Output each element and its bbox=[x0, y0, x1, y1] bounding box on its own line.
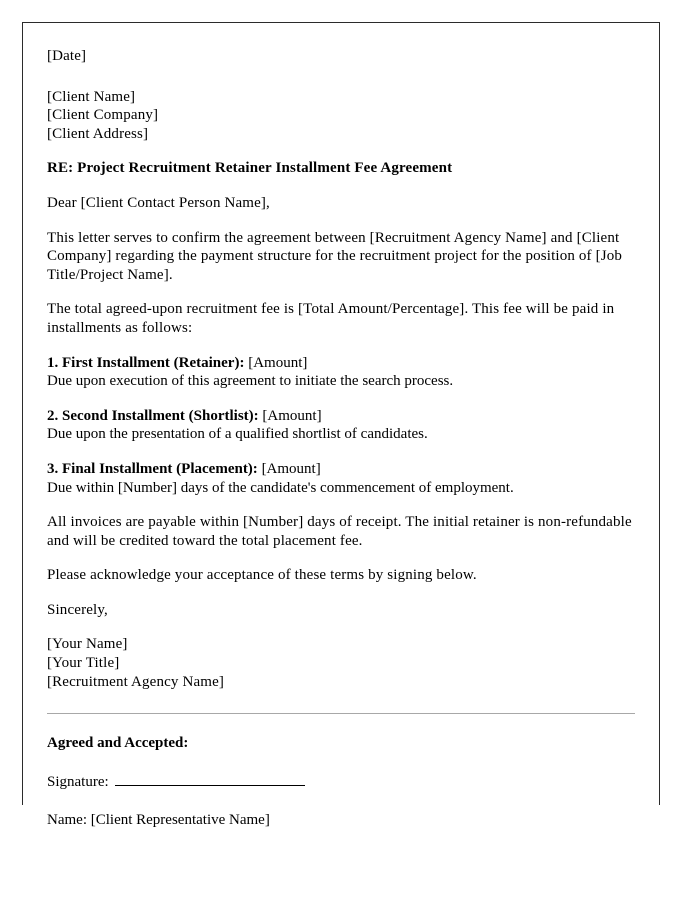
intro-paragraph: This letter serves to confirm the agreement between [Recruitment Agency Name] and [Client Company] regarding the payment structure for the recruitment project for the position of [Job Title/Project Name]. bbox=[47, 229, 623, 283]
installment-title bbox=[47, 354, 633, 373]
date-placeholder: [Date] bbox=[47, 48, 87, 64]
fee-paragraph: The total agreed-upon recruitment fee is [Total Amount/Percentage]. This fee will be paid in installments as follows: bbox=[47, 301, 615, 336]
acceptance-heading: Agreed and Accepted: bbox=[47, 735, 189, 752]
installment-item bbox=[47, 460, 633, 497]
installment-title-text: 1. First Installment (Retainer): bbox=[47, 354, 249, 371]
recipient-company: [Client Company] bbox=[47, 107, 159, 124]
subject-line: RE: Project Recruitment Retainer Installment Fee Agreement bbox=[47, 160, 453, 177]
document-body bbox=[23, 23, 659, 830]
section-divider bbox=[47, 713, 635, 714]
sender-agency: [Recruitment Agency Name] bbox=[47, 673, 225, 690]
signature-line[interactable] bbox=[115, 774, 305, 786]
installment-item bbox=[47, 354, 633, 391]
installment-title bbox=[47, 460, 633, 479]
installment-item bbox=[47, 407, 633, 444]
document-page bbox=[22, 22, 660, 829]
representative-name-value: [Client Representative Name] bbox=[90, 812, 270, 829]
sender-signature-block bbox=[47, 635, 633, 691]
signature-label: Signature: bbox=[47, 773, 109, 790]
installment-description: Due upon execution of this agreement to initiate the search process. bbox=[47, 373, 454, 390]
installment-title-text: 2. Second Installment (Shortlist): bbox=[47, 407, 263, 424]
installment-title-text: 3. Final Installment (Placement): bbox=[47, 460, 262, 477]
installment-amount: [Amount] bbox=[261, 460, 321, 477]
salutation: Dear [Client Contact Person Name], bbox=[47, 194, 270, 211]
installment-amount: [Amount] bbox=[248, 354, 308, 371]
closing-salutation: Sincerely, bbox=[47, 601, 108, 618]
sender-title: [Your Title] bbox=[47, 655, 120, 672]
signature-row bbox=[47, 773, 633, 792]
installment-description: Due upon the presentation of a qualified shortlist of candidates. bbox=[47, 426, 428, 443]
installment-description: Due within [Number] days of the candidate's commencement of employment. bbox=[47, 479, 514, 496]
acknowledgement-paragraph: Please acknowledge your acceptance of these terms by signing below. bbox=[47, 567, 477, 584]
recipient-address-block bbox=[47, 88, 633, 144]
installment-amount: [Amount] bbox=[262, 407, 322, 424]
recipient-name: [Client Name] bbox=[47, 88, 136, 105]
representative-name-label: Name: bbox=[47, 812, 91, 829]
terms-paragraph: All invoices are payable within [Number] days of receipt. The initial retainer is non-refundable and will be credited toward the total placement fee. bbox=[47, 514, 632, 549]
installment-title bbox=[47, 407, 633, 426]
recipient-address: [Client Address] bbox=[47, 125, 149, 142]
representative-name-row bbox=[47, 811, 633, 830]
sender-name: [Your Name] bbox=[47, 636, 128, 653]
